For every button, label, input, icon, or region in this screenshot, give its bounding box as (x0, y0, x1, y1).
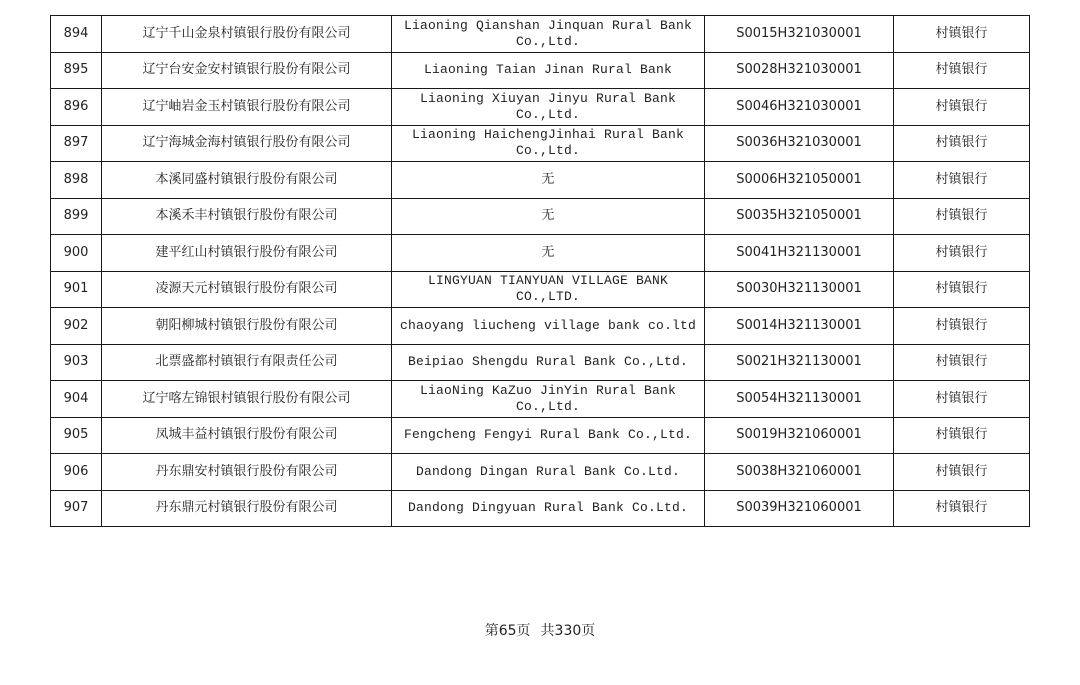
institution-code: S0039H321060001 (705, 490, 894, 527)
institution-code: S0019H321060001 (705, 417, 894, 454)
row-number: 905 (51, 417, 102, 454)
bank-name-english: Liaoning Qianshan Jinquan Rural Bank Co.,Ltd. (392, 16, 705, 53)
table-row (51, 52, 1030, 89)
row-number: 906 (51, 454, 102, 491)
institution-type: 村镇银行 (894, 52, 1030, 89)
row-number: 900 (51, 235, 102, 272)
bank-name-chinese: 辽宁台安金安村镇银行股份有限公司 (102, 52, 392, 89)
bank-name-chinese: 建平红山村镇银行股份有限公司 (102, 235, 392, 272)
institution-type: 村镇银行 (894, 271, 1030, 308)
table-row (51, 308, 1030, 345)
row-number: 898 (51, 162, 102, 199)
table-row (51, 89, 1030, 126)
bank-name-chinese: 本溪同盛村镇银行股份有限公司 (102, 162, 392, 199)
institution-type: 村镇银行 (894, 381, 1030, 418)
row-number: 897 (51, 125, 102, 162)
current-page-label: 第65页 (484, 623, 531, 639)
institution-type: 村镇银行 (894, 490, 1030, 527)
row-number: 907 (51, 490, 102, 527)
institution-code: S0014H321130001 (705, 308, 894, 345)
bank-name-chinese: 凌源天元村镇银行股份有限公司 (102, 271, 392, 308)
bank-name-chinese: 丹东鼎安村镇银行股份有限公司 (102, 454, 392, 491)
bank-name-chinese: 辽宁海城金海村镇银行股份有限公司 (102, 125, 392, 162)
row-number: 896 (51, 89, 102, 126)
bank-name-english: LiaoNing KaZuo JinYin Rural Bank Co.,Ltd. (392, 381, 705, 418)
table-row (51, 125, 1030, 162)
bank-name-english: Beipiao Shengdu Rural Bank Co.,Ltd. (392, 344, 705, 381)
bank-name-chinese: 本溪禾丰村镇银行股份有限公司 (102, 198, 392, 235)
row-number: 894 (51, 16, 102, 53)
institution-type: 村镇银行 (894, 235, 1030, 272)
bank-list-table (50, 15, 1030, 527)
bank-name-chinese: 凤城丰益村镇银行股份有限公司 (102, 417, 392, 454)
bank-name-chinese: 辽宁千山金泉村镇银行股份有限公司 (102, 16, 392, 53)
row-number: 902 (51, 308, 102, 345)
bank-name-chinese: 朝阳柳城村镇银行股份有限公司 (102, 308, 392, 345)
institution-code: S0015H321030001 (705, 16, 894, 53)
bank-name-english: chaoyang liucheng village bank co.ltd (392, 308, 705, 345)
total-pages-label: 共330页 (540, 623, 596, 639)
institution-code: S0054H321130001 (705, 381, 894, 418)
institution-code: S0038H321060001 (705, 454, 894, 491)
table-row (51, 271, 1030, 308)
table-row (51, 490, 1030, 527)
bank-name-english: Liaoning Xiuyan Jinyu Rural Bank Co.,Ltd. (392, 89, 705, 126)
institution-code: S0046H321030001 (705, 89, 894, 126)
bank-name-english: Dandong Dingan Rural Bank Co.Ltd. (392, 454, 705, 491)
bank-name-chinese: 辽宁喀左锦银村镇银行股份有限公司 (102, 381, 392, 418)
table-row (51, 235, 1030, 272)
institution-type: 村镇银行 (894, 162, 1030, 199)
institution-code: S0030H321130001 (705, 271, 894, 308)
institution-type: 村镇银行 (894, 454, 1030, 491)
bank-name-english: Fengcheng Fengyi Rural Bank Co.,Ltd. (392, 417, 705, 454)
table-row (51, 162, 1030, 199)
institution-code: S0021H321130001 (705, 344, 894, 381)
bank-name-english: 无 (392, 235, 705, 272)
row-number: 904 (51, 381, 102, 418)
institution-type: 村镇银行 (894, 125, 1030, 162)
institution-code: S0036H321030001 (705, 125, 894, 162)
bank-name-chinese: 丹东鼎元村镇银行股份有限公司 (102, 490, 392, 527)
institution-type: 村镇银行 (894, 198, 1030, 235)
row-number: 901 (51, 271, 102, 308)
bank-name-english: LINGYUAN TIANYUAN VILLAGE BANK CO.,LTD. (392, 271, 705, 308)
table-row (51, 198, 1030, 235)
bank-name-english: 无 (392, 198, 705, 235)
page-footer (0, 620, 1080, 640)
row-number: 903 (51, 344, 102, 381)
bank-name-english: 无 (392, 162, 705, 199)
institution-code: S0006H321050001 (705, 162, 894, 199)
institution-code: S0035H321050001 (705, 198, 894, 235)
table-row (51, 454, 1030, 491)
bank-name-chinese: 北票盛都村镇银行有限责任公司 (102, 344, 392, 381)
bank-name-english: Liaoning HaichengJinhai Rural Bank Co.,Ltd. (392, 125, 705, 162)
institution-type: 村镇银行 (894, 308, 1030, 345)
bank-name-chinese: 辽宁岫岩金玉村镇银行股份有限公司 (102, 89, 392, 126)
row-number: 899 (51, 198, 102, 235)
institution-type: 村镇银行 (894, 344, 1030, 381)
table-row (51, 381, 1030, 418)
institution-type: 村镇银行 (894, 417, 1030, 454)
table-row (51, 16, 1030, 53)
bank-list-body (51, 16, 1030, 527)
institution-code: S0041H321130001 (705, 235, 894, 272)
table-row (51, 417, 1030, 454)
institution-type: 村镇银行 (894, 16, 1030, 53)
row-number: 895 (51, 52, 102, 89)
institution-type: 村镇银行 (894, 89, 1030, 126)
bank-name-english: Liaoning Taian Jinan Rural Bank (392, 52, 705, 89)
institution-code: S0028H321030001 (705, 52, 894, 89)
table-row (51, 344, 1030, 381)
bank-name-english: Dandong Dingyuan Rural Bank Co.Ltd. (392, 490, 705, 527)
